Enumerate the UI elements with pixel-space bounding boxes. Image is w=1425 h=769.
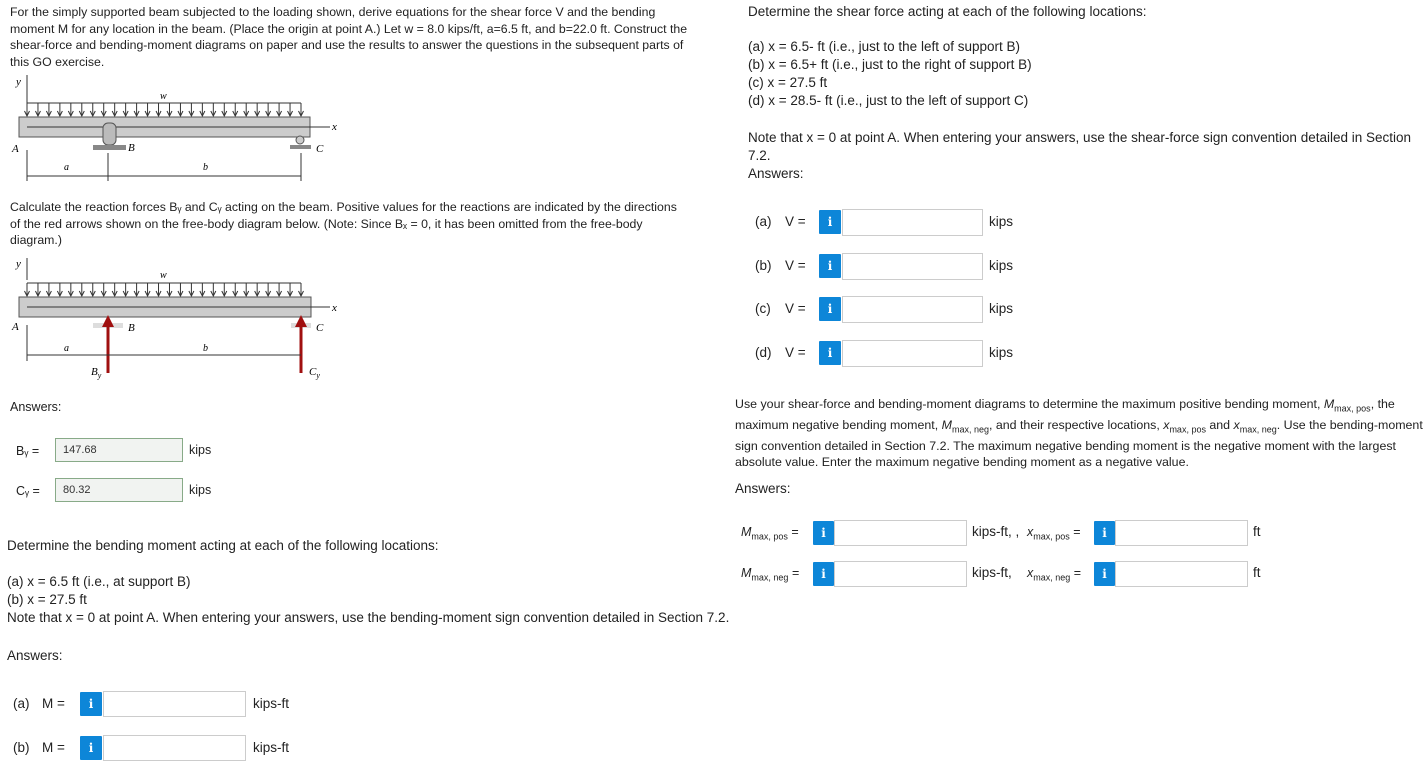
part-label: (b) bbox=[755, 258, 772, 273]
moment-heading: Determine the bending moment acting at each of the following locations: bbox=[7, 538, 439, 553]
m-max-input[interactable] bbox=[834, 561, 967, 587]
svg-text:w: w bbox=[160, 91, 167, 102]
svg-text:B: B bbox=[128, 142, 135, 154]
part-label: (a) bbox=[755, 214, 772, 229]
moment-item-a: (a) x = 6.5 ft (i.e., at support B) bbox=[7, 574, 191, 589]
beam-diagram bbox=[0, 70, 350, 190]
reactions-instructions: Calculate the reaction forces Bᵧ and Cᵧ acting on the beam. Positive values for the reactions are indicated by the directions of the red arrows shown on the free-body diagram below. (Note: Since Bₓ = 0, it has been omitted from the free-body diagram.) bbox=[10, 200, 677, 247]
answers-label: Answers: bbox=[7, 648, 63, 663]
problem-statement: For the simply supported beam subjected to the loading shown, derive equations for the shear force V and the bending moment M for any location in the beam. (Place the origin at point A.) Let w = 8.0 kips/ft, a=6.5 ft, and b=22.0 ft. Construct the shear-force and bending-moment diagrams on paper and use the results to answer the questions in the subsequent parts of this GO exercise. bbox=[10, 5, 688, 69]
svg-text:y: y bbox=[16, 258, 21, 270]
unit: kips bbox=[989, 214, 1014, 229]
info-icon[interactable]: i bbox=[819, 341, 841, 365]
m-unit: kips-ft, , bbox=[972, 524, 1020, 539]
shear-input[interactable] bbox=[842, 209, 983, 236]
x-unit: ft bbox=[1253, 524, 1261, 539]
svg-text:Cy: $C_y$ bbox=[309, 366, 320, 380]
moment-a-input[interactable] bbox=[103, 691, 246, 717]
cy-unit: kips bbox=[189, 483, 212, 497]
v-label: V = bbox=[785, 301, 806, 316]
max-moment-instructions: Use your shear-force and bending-moment diagrams to determine the maximum positive bending moment, $M_{max, pos}$, the maximum negative bending moment, $M_{max, neg}$, and their respective locations, $x_{max, pos}$ and $x_{max, neg}$. Use the bending-moment sign convention detailed in Section 7.2. The maximum negative bending moment is the negative moment with the largest absolute value. Enter the maximum negative bending moment as a negative value. bbox=[735, 397, 1423, 470]
part-label: (a) bbox=[13, 696, 30, 711]
cy-label: Cᵧ = bbox=[16, 484, 40, 498]
svg-text:B: B bbox=[128, 322, 135, 334]
m-max-input[interactable] bbox=[834, 520, 967, 546]
x-max-input[interactable] bbox=[1115, 520, 1248, 546]
m-unit: kips-ft, bbox=[972, 565, 1012, 580]
free-body-diagram bbox=[0, 255, 350, 385]
roller-support-c bbox=[296, 136, 304, 144]
unit: kips bbox=[989, 345, 1014, 360]
svg-text:x: x bbox=[332, 302, 337, 314]
pin-support-b bbox=[103, 123, 116, 145]
answers-label: Answers: bbox=[748, 166, 804, 181]
answers-label: Answers: bbox=[735, 481, 791, 496]
moment-note: Note that x = 0 at point A. When entering your answers, use the bending-moment sign convention detailed in Section 7.2. bbox=[7, 610, 730, 625]
svg-text:b: b bbox=[203, 162, 208, 173]
svg-text:A: A bbox=[12, 143, 19, 155]
info-icon[interactable]: i bbox=[80, 736, 102, 760]
moment-b-input[interactable] bbox=[103, 735, 246, 761]
svg-text:A: A bbox=[12, 321, 19, 333]
shear-item-d: (d) x = 28.5- ft (i.e., just to the left of support C) bbox=[748, 93, 1029, 108]
svg-text:By: $B_y$ bbox=[91, 366, 102, 380]
svg-text:C: C bbox=[316, 322, 324, 334]
info-icon[interactable]: i bbox=[1094, 562, 1115, 586]
v-label: V = bbox=[785, 345, 806, 360]
cy-answer-field[interactable]: 80.32 bbox=[55, 478, 183, 502]
info-icon[interactable]: i bbox=[80, 692, 102, 716]
part-label: (d) bbox=[755, 345, 772, 360]
m-label: M = bbox=[42, 696, 65, 711]
x-max-label: $x_{max, pos}$ = bbox=[1027, 525, 1081, 542]
answers-label: Answers: bbox=[10, 400, 62, 414]
svg-text:a: a bbox=[64, 343, 69, 354]
svg-text:a: a bbox=[64, 162, 69, 173]
part-label: (b) bbox=[13, 740, 30, 755]
shear-item-c: (c) x = 27.5 ft bbox=[748, 75, 828, 90]
shear-heading: Determine the shear force acting at each of the following locations: bbox=[748, 4, 1147, 19]
moment-item-b: (b) x = 27.5 ft bbox=[7, 592, 87, 607]
svg-text:C: C bbox=[316, 143, 324, 155]
x-max-label: $x_{max, neg}$ = bbox=[1027, 566, 1082, 583]
distributed-load-arrows bbox=[25, 283, 304, 296]
shear-note: Note that x = 0 at point A. When entering your answers, use the shear-force sign convention detailed in Section 7.2. bbox=[748, 130, 1412, 163]
info-icon[interactable]: i bbox=[1094, 521, 1115, 545]
by-label: Bᵧ = bbox=[16, 444, 40, 458]
v-label: V = bbox=[785, 214, 806, 229]
x-max-input[interactable] bbox=[1115, 561, 1248, 587]
svg-text:x: x bbox=[332, 121, 337, 133]
m-max-label: $M_{max, neg}$ = bbox=[741, 566, 800, 583]
info-icon[interactable]: i bbox=[813, 562, 834, 586]
info-icon[interactable]: i bbox=[819, 210, 841, 234]
v-label: V = bbox=[785, 258, 806, 273]
unit: kips bbox=[989, 258, 1014, 273]
info-icon[interactable]: i bbox=[813, 521, 834, 545]
svg-text:y: y bbox=[16, 76, 21, 88]
by-answer-field[interactable]: 147.68 bbox=[55, 438, 183, 462]
shear-input[interactable] bbox=[842, 296, 983, 323]
shear-input[interactable] bbox=[842, 340, 983, 367]
unit: kips bbox=[989, 301, 1014, 316]
x-unit: ft bbox=[1253, 565, 1261, 580]
distributed-load-arrows bbox=[25, 103, 304, 116]
shear-input[interactable] bbox=[842, 253, 983, 280]
part-label: (c) bbox=[755, 301, 771, 316]
info-icon[interactable]: i bbox=[819, 254, 841, 278]
unit: kips-ft bbox=[253, 696, 290, 711]
svg-text:w: w bbox=[160, 270, 167, 281]
m-max-label: $M_{max, pos}$ = bbox=[741, 525, 799, 542]
m-label: M = bbox=[42, 740, 65, 755]
shear-item-a: (a) x = 6.5- ft (i.e., just to the left of support B) bbox=[748, 39, 1020, 54]
by-unit: kips bbox=[189, 443, 212, 457]
unit: kips-ft bbox=[253, 740, 290, 755]
svg-text:b: b bbox=[203, 343, 208, 354]
shear-item-b: (b) x = 6.5+ ft (i.e., just to the right of support B) bbox=[748, 57, 1032, 72]
info-icon[interactable]: i bbox=[819, 297, 841, 321]
